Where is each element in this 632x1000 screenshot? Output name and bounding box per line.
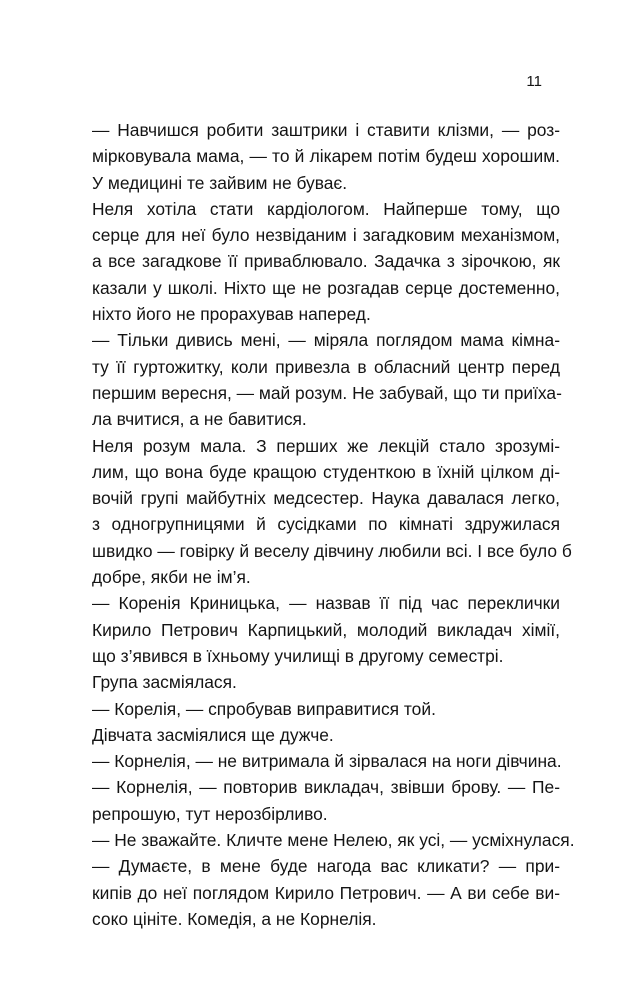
text-line: швидко — говірку й веселу дівчину любили всі. І все було б xyxy=(92,540,572,561)
text-line: з одногрупницями й сусідками по кімнаті здружилася xyxy=(92,514,560,535)
text-line: — Корелія, — спробував виправитися той. xyxy=(92,698,436,719)
text-line: — Думаєте, в мене буде нагода вас кликати? — при- xyxy=(92,856,560,877)
text-line: соко цініте. Комедія, а не Корнелія. xyxy=(92,908,377,929)
text-line: вочій групі майбутніх медсестер. Наука давалася легко, xyxy=(92,488,560,509)
text-line: — Не зважайте. Кличте мене Нелею, як усі, — усміхнулася. xyxy=(92,830,575,851)
text-line: кипів до неї поглядом Кирило Петрович. — А ви себе ви- xyxy=(92,882,560,903)
text-line: мірковувала мама, — то й лікарем потім будеш хорошим. xyxy=(92,146,560,167)
text-line: а все загадкове її приваблювало. Задачка з зірочкою, як xyxy=(92,251,560,272)
text-line: Дівчата засміялися ще дужче. xyxy=(92,724,334,745)
text-line: — Корнелія, — повторив викладач, звівши брову. — Пе- xyxy=(92,777,560,798)
text-line: — Корнелія, — не витримала й зірвалася на ноги дівчина. xyxy=(92,751,562,772)
text-line: Кирило Петрович Карпицький, молодий викладач хімії, xyxy=(92,619,560,640)
text-line: Неля хотіла стати кардіологом. Найперше тому, що xyxy=(92,198,560,219)
text-line: ніхто його не прорахував наперед. xyxy=(92,304,371,325)
text-line: репрошую, тут нерозбірливо. xyxy=(92,803,328,824)
body-text xyxy=(92,117,575,932)
text-line: У медицині те зайвим не буває. xyxy=(92,172,348,193)
text-line: серце для неї було незвіданим і загадковим механізмом, xyxy=(92,225,560,246)
text-line: — Тільки дивись мені, — міряла поглядом мама кімна- xyxy=(92,330,560,351)
text-line: ла вчитися, а не бавитися. xyxy=(92,409,307,430)
text-line: — Навчишся робити заштрики і ставити клізми, — роз- xyxy=(92,120,560,140)
text-line: добре, якби не ім’я. xyxy=(92,567,251,588)
text-line: лим, що вона буде кращою студенткою в їхній цілком ді- xyxy=(92,461,560,482)
text-line: — Коренія Криницька, — назвав її під час переклички xyxy=(92,593,560,614)
text-line: що з’явився в їхньому училищі в другому семестрі. xyxy=(92,645,504,666)
text-line: казали у школі. Ніхто ще не розгадав серце достеменно, xyxy=(92,277,560,298)
page-number: 11 xyxy=(526,73,542,90)
text-line: першим вересня, — май розум. Не забувай, що ти приїха- xyxy=(92,382,562,403)
text-line: Група засміялася. xyxy=(92,672,237,693)
text-line: ту її гуртожитку, коли привезла в обласний центр перед xyxy=(92,356,560,377)
text-line: Неля розум мала. З перших же лекцій стало зрозумі- xyxy=(92,435,560,456)
